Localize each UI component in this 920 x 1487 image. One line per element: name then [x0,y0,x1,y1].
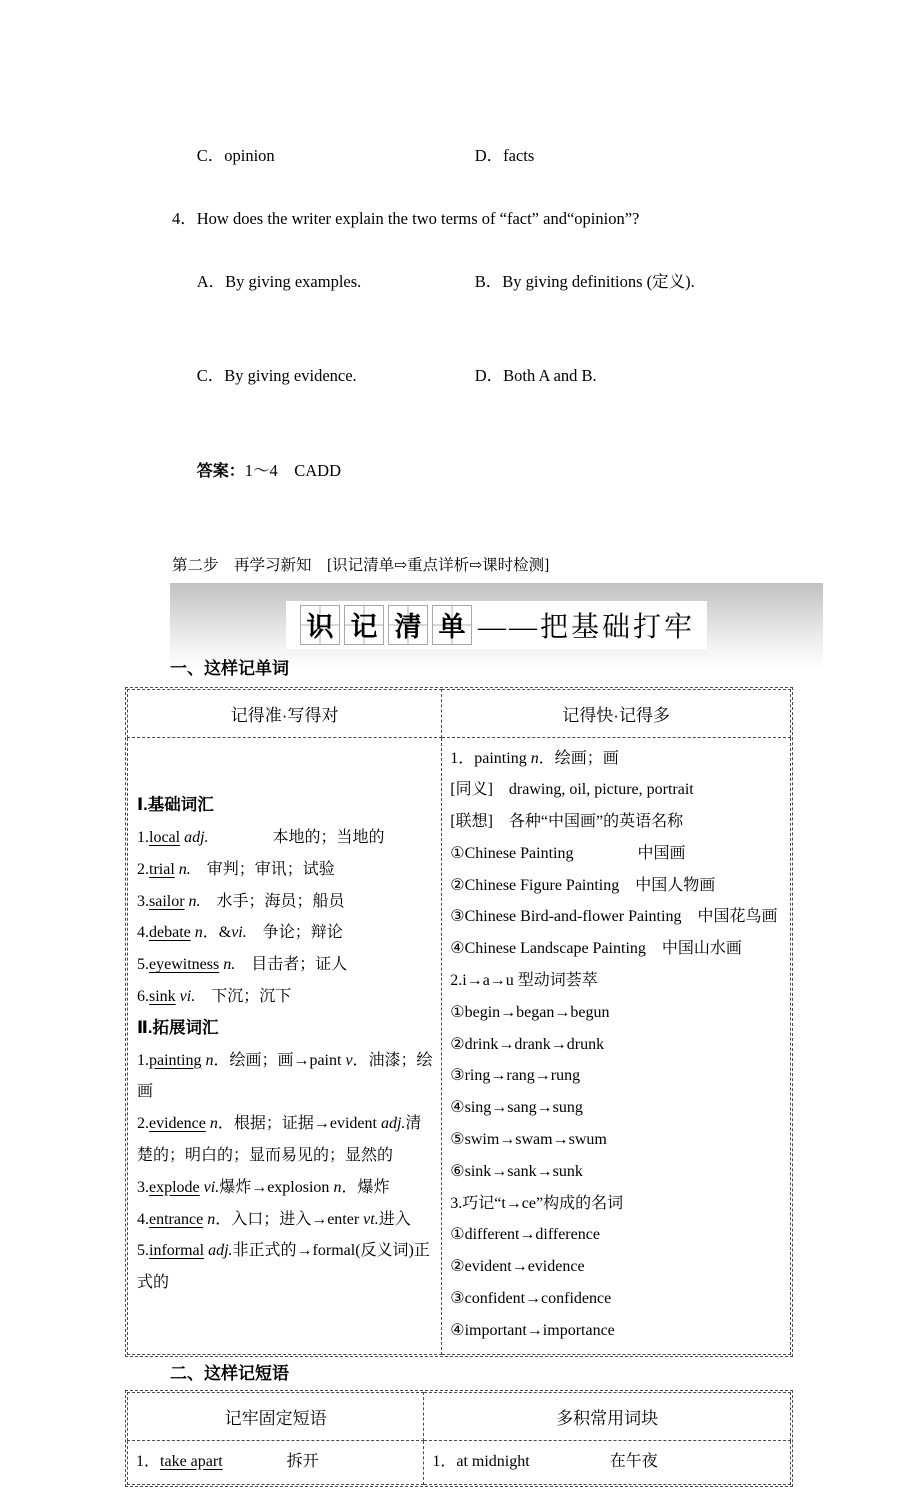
text-segment: take apart [160,1452,223,1470]
text-segment: 5. [137,1242,149,1260]
text-segment: ①Chinese Painting 中国画 [450,844,686,862]
vocab-line [450,1315,786,1347]
option-d: D．facts [474,145,535,165]
step-header: 第二步 再学习新知 [识记清单⇨重点详析⇨课时检测] [172,556,550,574]
column-header: 多积常用词块 [424,1392,791,1440]
text-segment: painting [149,1051,202,1069]
section-banner [170,583,823,667]
text-segment: 目击者；证人 [235,956,348,974]
text-segment: entrance [149,1210,204,1228]
text-segment: ．入口；进入→enter [215,1210,364,1228]
vocab-line [450,1156,786,1188]
text-segment: ③ring→rang→rung [450,1067,581,1085]
vocab-line [137,886,435,918]
text-segment: ．爆炸 [341,1178,390,1196]
vocab-line [450,901,786,933]
answer-value: 1～4 CADD [244,460,342,480]
column-header: 记牢固定短语 [128,1392,424,1440]
text-segment: vi. [199,1178,220,1196]
banner-title [286,601,707,649]
text-segment: 6. [137,987,149,1005]
text-segment: adj. [204,1242,233,1260]
text-segment: adj. [180,828,209,846]
vocab-line [450,933,786,965]
vocab-line [450,997,786,1029]
text-segment: 1. [137,828,149,846]
vocab-line [450,838,786,870]
vocab-line [450,1251,786,1283]
vocab-table-header-row [128,689,791,737]
vocab-right-cell [442,737,791,1354]
vocab-line [137,949,435,981]
section-1-heading: 一、这样记单词 [170,658,289,678]
vocab-line [450,1188,786,1220]
text-segment: 1．painting [450,749,531,767]
text-segment: 3. [137,892,149,910]
vocab-line [137,981,435,1013]
text-segment: local [149,828,181,846]
phrase-line [432,1446,786,1478]
text-segment: n [333,1178,342,1196]
text-segment: informal [149,1242,205,1260]
vocab-line [137,1108,435,1172]
text-segment: 进入 [378,1210,411,1228]
section-2-heading: 二、这样记短语 [170,1363,289,1383]
text-segment: ．根据；证据→evident [217,1115,381,1133]
text-segment: ①begin→began→begun [450,1003,610,1021]
vocab-line [450,1060,786,1092]
text-segment: n [190,924,203,942]
vocab-line [450,1092,786,1124]
text-segment: vt. [363,1210,379,1228]
phrase-right-cell [424,1440,791,1485]
answer-line [172,423,793,519]
text-segment: n [205,1115,218,1133]
text-segment: 2. [137,1115,149,1133]
text-segment: 5. [137,956,149,974]
text-segment: ②drink→drank→drunk [450,1035,605,1053]
vocab-line [137,1235,435,1299]
vocab-line [450,1219,786,1251]
text-segment: eyewitness [149,956,220,974]
vocab-line [137,917,435,949]
vocab-line [450,965,786,997]
column-header: 记得准·写得对 [128,689,442,737]
text-segment: ④important→importance [450,1321,615,1339]
vocab-line [450,1029,786,1061]
option-a: A．By giving examples. [196,271,362,291]
vocab-line [137,1045,435,1109]
text-segment: Ⅱ.拓展词汇 [137,1018,219,1037]
text-segment: 2. [137,860,149,878]
text-segment: evidence [149,1115,206,1133]
phrase-line [136,1446,419,1478]
question-4: 4．How does the writer explain the two terms of “fact” and“opinion”? [172,208,640,228]
text-segment: 争论；辩论 [246,924,343,942]
text-segment: ①different→difference [450,1226,600,1244]
vocab-left-cell [128,737,442,1354]
option-d: D．Both A and B. [474,366,597,385]
banner-boxed-char: 识 [300,605,340,645]
text-segment: vi. [231,924,247,942]
text-segment: 非正式的→formal(反义词)正式的 [137,1242,430,1292]
text-segment: Ⅰ.基础词汇 [137,796,214,815]
text-segment: adj. [380,1115,406,1133]
reading-check-exercise [172,108,793,519]
text-segment: 水手；海员；船员 [200,892,345,910]
vocab-line [450,806,786,838]
option-b: B．By giving definitions (定义). [474,271,695,291]
text-segment: ．绘画；画 [538,749,619,767]
phrase-table-body-row [128,1440,791,1485]
text-segment: 1. [137,1051,149,1069]
vocab-table-grid [127,689,791,1355]
vocab-line [137,1204,435,1236]
text-segment: ⑥sink→sank→sunk [450,1162,583,1180]
vocab-table-body-row [128,737,791,1354]
text-segment: ．绘画；画→paint [213,1051,346,1069]
vocab-line [137,822,435,854]
text-segment: n [203,1210,216,1228]
vocab-line [450,743,786,775]
vocab-line [450,1283,786,1315]
text-segment: 本地的；当地的 [208,828,385,846]
phrase-left-cell [128,1440,424,1485]
vocab-line [450,774,786,806]
text-segment: 下沉；沉下 [195,987,292,1005]
phrase-table [125,1390,793,1487]
text-segment: n. [174,860,191,878]
options-row [172,234,793,329]
text-segment: 爆炸→explosion [219,1178,334,1196]
text-segment: sailor [149,892,185,910]
text-segment: 清楚的；明白的；显而易见的；显然的 [137,1115,422,1164]
phrase-table-header-row [128,1392,791,1440]
text-segment: 2.i→a→u 型动词荟萃 [450,972,598,990]
text-segment: 4. [137,924,149,942]
text-segment: vi. [175,987,196,1005]
answer-label: 答案： [196,462,245,480]
text-segment: 1．at midnight 在午夜 [432,1452,658,1470]
vocab-line [137,854,435,886]
text-segment: ④sing→sang→sung [450,1099,583,1117]
text-segment: [同义] drawing, oil, picture, portrait [450,781,694,799]
banner-boxed-char: 清 [388,605,428,645]
text-segment: 4. [137,1210,149,1228]
text-segment: n. [184,892,201,910]
text-segment: 1． [136,1452,161,1470]
vocab-line [450,870,786,902]
text-segment: n [530,749,539,767]
vocab-line [137,1013,435,1045]
text-segment: n. [219,956,236,974]
text-segment: ．& [202,924,232,942]
text-segment: ②Chinese Figure Painting 中国人物画 [450,876,716,894]
text-segment: ③Chinese Bird-and-flower Painting 中国花鸟画 [450,908,778,926]
text-segment: 审判；审讯；试验 [190,860,335,878]
vocab-line [450,1124,786,1156]
text-segment: ④Chinese Landscape Painting 中国山水画 [450,940,742,958]
text-segment: debate [149,924,191,942]
text-segment: [联想] 各种“中国画”的英语名称 [450,813,684,831]
options-row [172,108,793,203]
option-c: C．opinion [196,145,275,165]
text-segment: ⑤swim→swam→swum [450,1131,607,1149]
phrase-table-grid [127,1392,791,1486]
text-segment: n [201,1051,214,1069]
option-c: C．By giving evidence. [196,366,357,385]
text-segment: 3.巧记“t→ce”构成的名词 [450,1194,624,1212]
text-segment: trial [149,860,175,878]
text-segment: v [345,1051,353,1069]
banner-boxed-char: 记 [344,605,384,645]
options-row [172,329,793,424]
banner-subtitle: ——把基础打牢 [477,611,695,643]
text-segment: 3. [137,1178,149,1196]
text-segment: ③confident→confidence [450,1290,612,1308]
vocab-line [137,790,435,822]
text-segment: explode [149,1178,200,1196]
column-header: 记得快·记得多 [442,689,791,737]
text-segment: ②evident→evidence [450,1258,585,1276]
text-segment: 拆开 [222,1452,319,1470]
vocab-table [125,687,793,1357]
text-segment: ．油漆；绘画 [137,1051,433,1101]
text-segment: sink [149,987,176,1005]
vocab-line [137,1172,435,1204]
banner-boxed-char: 单 [432,605,472,645]
